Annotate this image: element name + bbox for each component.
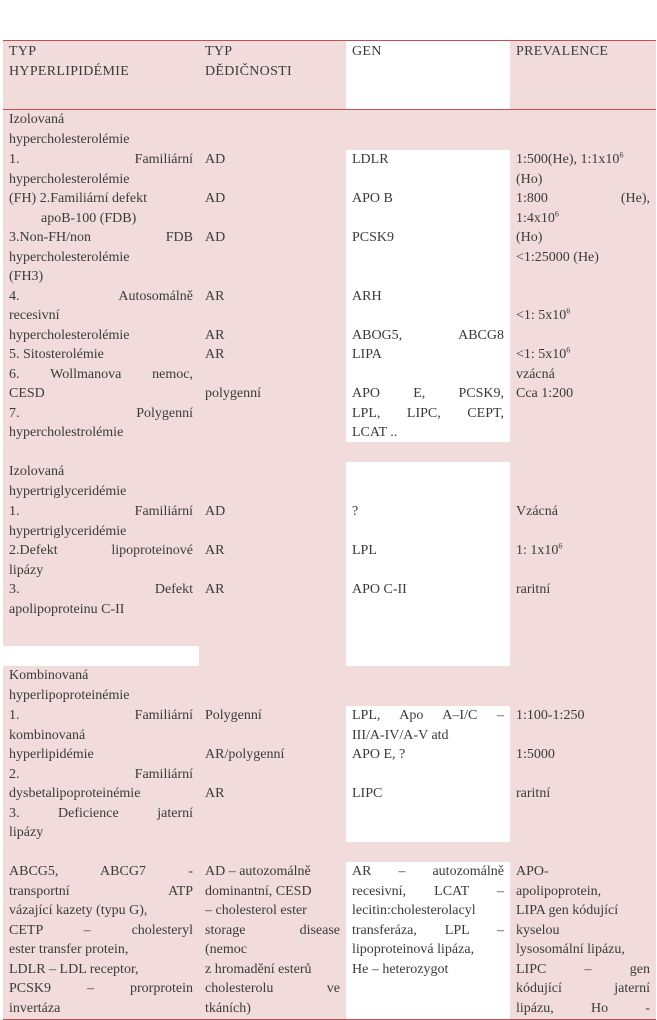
prevalence-text (516, 150, 650, 170)
inheritance-text: AD (205, 504, 226, 519)
prevalence-text (516, 306, 650, 326)
gene-text: LPL (352, 543, 377, 558)
header-text: TYP (9, 44, 37, 59)
disease-text: hypercholesterolémie (9, 249, 130, 265)
spacer (516, 765, 650, 785)
inheritance-text: polygenní (205, 386, 261, 401)
inheritance-text: AR (205, 543, 225, 558)
disease-text: apoB-100 (FDB) (41, 210, 137, 226)
spacer-cell (346, 442, 510, 462)
abbreviation-text: LIPC – gen (516, 961, 650, 977)
disease-text: hyperlipidémie (9, 747, 94, 762)
prevalence-text: 1:100-1:250 (516, 708, 585, 723)
section-title-text: hypertriglyceridémie (9, 483, 127, 499)
table-row (3, 541, 656, 580)
spacer (205, 365, 340, 385)
abbreviation-text: lecitin:cholesterolacyl (352, 903, 476, 918)
gene-cell (346, 580, 510, 646)
gene-text: III/A-IV/A-V atd (352, 727, 449, 743)
prevalence-text: raritní (516, 582, 551, 597)
disease-text: lipázy (9, 562, 44, 578)
abbreviations-col3 (346, 862, 510, 1019)
disease-cell (3, 502, 199, 541)
gene-text: APO E, PCSK9, (352, 386, 504, 401)
prevalence-text: <1:25000 (He) (516, 249, 599, 265)
spacer-row (3, 842, 656, 862)
gene-text: LDLR (352, 152, 389, 167)
spacer-cell (346, 646, 510, 666)
gene-text: LIPA (352, 347, 382, 362)
prevalence-value: 1:500(He), 1:1x10 (516, 152, 620, 167)
gene-text: LCAT .. (352, 425, 398, 440)
prevalence-text: (Ho) (516, 230, 543, 245)
header-gene (346, 41, 510, 109)
disease-text: 6. Wollmanova nemoc, (9, 366, 193, 382)
abbreviation-text: PCSK9 – prorprotein (9, 981, 193, 996)
disease-text: 3.Non-FH/non FDB (9, 230, 193, 245)
abbreviation-text: ABCG5, ABCG7 - (9, 864, 193, 879)
prevalence-value: 1: 1x10 (516, 543, 559, 558)
inheritance-text: AR (205, 327, 225, 343)
section-title (3, 462, 199, 502)
prevalence-text (516, 345, 650, 365)
inheritance-text: AD (205, 152, 226, 167)
spacer (352, 248, 504, 268)
prevalence-text: Vzácná (516, 504, 558, 519)
spacer (352, 267, 504, 287)
spacer (352, 365, 504, 385)
header-text: HYPERLIPIDÉMIE (9, 63, 130, 79)
header-prevalence (510, 41, 656, 109)
spacer (352, 170, 504, 190)
gene-cell (346, 541, 510, 580)
spacer-cell (199, 442, 346, 462)
abbreviation-text: ester transfer protein, (9, 942, 129, 957)
prevalence-value: <1: 5x10 (516, 308, 567, 323)
disease-text: 1. Familiární (9, 708, 193, 723)
gene-text: LIPC (352, 786, 383, 801)
inheritance-cell (199, 541, 346, 580)
gene-text: PCSK9 (352, 230, 395, 245)
section-title-row (3, 462, 656, 502)
prevalence-cell (510, 541, 656, 580)
section-title-text: hypercholesterolémie (9, 131, 130, 147)
spacer-cell (510, 442, 656, 462)
prevalence-value: <1: 5x10 (516, 347, 567, 362)
gene-text: ? (352, 504, 359, 519)
spacer (352, 765, 504, 785)
spacer-cell (3, 842, 656, 862)
inheritance-text: AR (205, 288, 225, 304)
gene-text: ARH (352, 288, 382, 304)
spacer-cell (199, 646, 346, 666)
disease-cell (3, 580, 199, 646)
prevalence-text (516, 209, 650, 229)
disease-text: recesivní (9, 308, 60, 323)
disease-text: 4. Autosomálně (9, 288, 193, 304)
abbreviations-col1 (3, 862, 199, 1019)
spacer-cell (3, 442, 199, 462)
prevalence-value: 1:4x10 (516, 210, 555, 226)
abbreviation-text: – cholesterol ester (205, 903, 307, 918)
section1-genes (346, 150, 510, 442)
abbreviation-text: kódující jaterní (516, 981, 650, 996)
disease-text: 3. Defekt (9, 582, 193, 597)
prevalence-exponent: 6 (554, 208, 559, 218)
prevalence-text: 1:800 (He), (516, 191, 650, 206)
prevalence-text: 1:5000 (516, 747, 555, 762)
spacer (205, 726, 340, 746)
disease-text: 2. Familiární (9, 766, 193, 782)
prevalence-text: Cca 1:200 (516, 386, 574, 401)
disease-text: hypercholesterolémie (9, 327, 130, 343)
section-title-row (3, 666, 656, 706)
abbreviation-text: storage disease (205, 922, 340, 938)
spacer (516, 267, 650, 287)
inheritance-text: AR (205, 786, 225, 801)
section-title-text: hyperlipoproteinémie (9, 687, 130, 703)
inheritance-text (205, 209, 340, 229)
abbreviation-text: transferáza, LPL – (352, 922, 504, 938)
section-title-text: Kombinovaná (9, 668, 89, 683)
disease-text: (FH3) (9, 269, 44, 284)
abbreviation-text: AR – autozomálně (352, 864, 504, 879)
prevalence-cell (510, 580, 656, 646)
inheritance-text: AR (205, 582, 225, 597)
prevalence-text (516, 541, 650, 561)
section3-inheritance (199, 706, 346, 842)
spacer-cell (3, 646, 199, 666)
disease-text: lipázy (9, 825, 44, 840)
section-title-text: Izolovaná (9, 112, 65, 127)
prevalence-exponent: 6 (619, 150, 624, 160)
abbreviation-text: dominantní, CESD (205, 883, 312, 899)
abbreviations-col4 (510, 862, 656, 1019)
disease-text: CESD (9, 386, 45, 401)
abbreviation-text: kyselou (516, 922, 560, 938)
inheritance-cell (199, 580, 346, 646)
section1-prevalence (510, 150, 656, 442)
abbreviation-text: lipoproteinová lipáza, (352, 942, 475, 957)
inheritance-text: AR (205, 347, 225, 362)
disease-text: hypercholesterolémie (9, 171, 130, 187)
disease-text: hypertriglyceridémie (9, 523, 127, 539)
section1-diseases (3, 150, 199, 442)
disease-text: apolipoproteinu C-II (9, 601, 125, 617)
section-title-text: Izolovaná (9, 464, 65, 479)
prevalence-exponent: 6 (566, 306, 571, 316)
disease-text: 2.Defekt lipoproteinové (9, 543, 193, 558)
gene-text: LPL, LIPC, CEPT, (352, 405, 504, 421)
prevalence-text: (Ho) (516, 171, 543, 187)
header-type-inheritance (199, 41, 346, 109)
spacer (205, 267, 340, 287)
empty-cell (510, 462, 656, 502)
empty-cell (199, 462, 346, 502)
abbreviation-text: LDLR – LDL receptor, (9, 961, 139, 977)
inheritance-text: AD (205, 230, 226, 245)
abbreviation-text: LIPA gen kódující (516, 903, 619, 918)
abbreviation-text: apolipoprotein, (516, 883, 602, 899)
abbreviation-text: invertáza (9, 1000, 61, 1016)
section-title (3, 666, 656, 706)
disease-text: 1. Familiární (9, 504, 193, 519)
spacer-cell (510, 646, 656, 666)
abbreviation-text: transportní ATP (9, 883, 193, 899)
spacer (352, 209, 504, 229)
section1-inheritance (199, 150, 346, 442)
abbreviation-text: lysosomální lipázu, (516, 942, 625, 957)
section-title (3, 110, 656, 150)
spacer-row (3, 442, 656, 462)
prevalence-exponent: 6 (566, 345, 571, 355)
abbreviation-text: lipázu, Ho - (516, 1000, 650, 1016)
gene-text: LPL, Apo A–I/C – (352, 708, 504, 723)
abbreviations-row (3, 862, 656, 1020)
abbreviation-text: recesivní, LCAT – (352, 883, 504, 899)
abbreviation-text: vázající kazety (typu G), (9, 903, 148, 918)
abbreviation-text: AD – autozomálně (205, 864, 311, 879)
spacer (516, 287, 650, 307)
header-text: PREVALENCE (516, 44, 609, 59)
header-text: TYP (205, 44, 233, 59)
disease-cell (3, 541, 199, 580)
header-text: DĚDIČNOSTI (205, 63, 292, 79)
gene-text: APO B (352, 191, 393, 206)
disease-text: kombinovaná (9, 727, 86, 743)
disease-text: 1. Familiární (9, 152, 193, 167)
gene-cell (346, 502, 510, 541)
inheritance-text (205, 170, 340, 190)
disease-text: 5. Sitosterolémie (9, 347, 104, 362)
spacer (205, 306, 340, 326)
abbreviations-col2 (199, 862, 346, 1019)
header-text: GEN (352, 44, 382, 59)
abbreviation-text: CETP – cholesteryl (9, 922, 193, 938)
inheritance-text: AR/polygenní (205, 747, 285, 762)
spacer (205, 765, 340, 785)
abbreviation-text: z hromadění esterů (205, 961, 312, 977)
prevalence-text: vzácná (516, 366, 555, 382)
disease-text: dysbetalipoproteinémie (9, 786, 141, 801)
table-row (3, 502, 656, 541)
inheritance-text: Polygenní (205, 708, 262, 723)
gene-text: ABOG5, ABCG8 (352, 327, 504, 343)
prevalence-exponent: 6 (558, 541, 563, 551)
prevalence-cell (510, 502, 656, 541)
table-header-row (3, 40, 656, 110)
disease-text: hypercholestrolémie (9, 425, 124, 440)
empty-cell (346, 462, 510, 502)
section3-body (3, 706, 656, 842)
prevalence-text: raritní (516, 786, 551, 801)
spacer (352, 306, 504, 326)
section3-genes (346, 706, 510, 842)
section3-diseases (3, 706, 199, 842)
spacer (516, 326, 650, 346)
spacer-row (3, 646, 656, 666)
inheritance-text: AD (205, 191, 226, 206)
abbreviation-text: APO- (516, 864, 549, 879)
abbreviation-text: He – heterozygot (352, 961, 449, 977)
table-row (3, 580, 656, 646)
section1-body (3, 150, 656, 442)
spacer (516, 726, 650, 746)
section3-prevalence (510, 706, 656, 842)
gene-text: APO C-II (352, 582, 407, 597)
gene-text: APO E, ? (352, 747, 406, 762)
disease-text: (FH) 2.Familiární defekt (9, 191, 148, 206)
inheritance-cell (199, 502, 346, 541)
abbreviation-text: (nemoc (205, 942, 247, 957)
header-type-hyperlipidemia (3, 41, 199, 109)
spacer (205, 248, 340, 268)
disease-text: 7. Polygenní (9, 405, 193, 421)
disease-text: 3. Deficience jaterní (9, 805, 193, 821)
abbreviation-text: cholesterolu ve (205, 981, 340, 996)
abbreviation-text: tkáních) (205, 1000, 251, 1016)
section-title-row (3, 110, 656, 150)
hyperlipidemia-table (3, 40, 656, 1020)
